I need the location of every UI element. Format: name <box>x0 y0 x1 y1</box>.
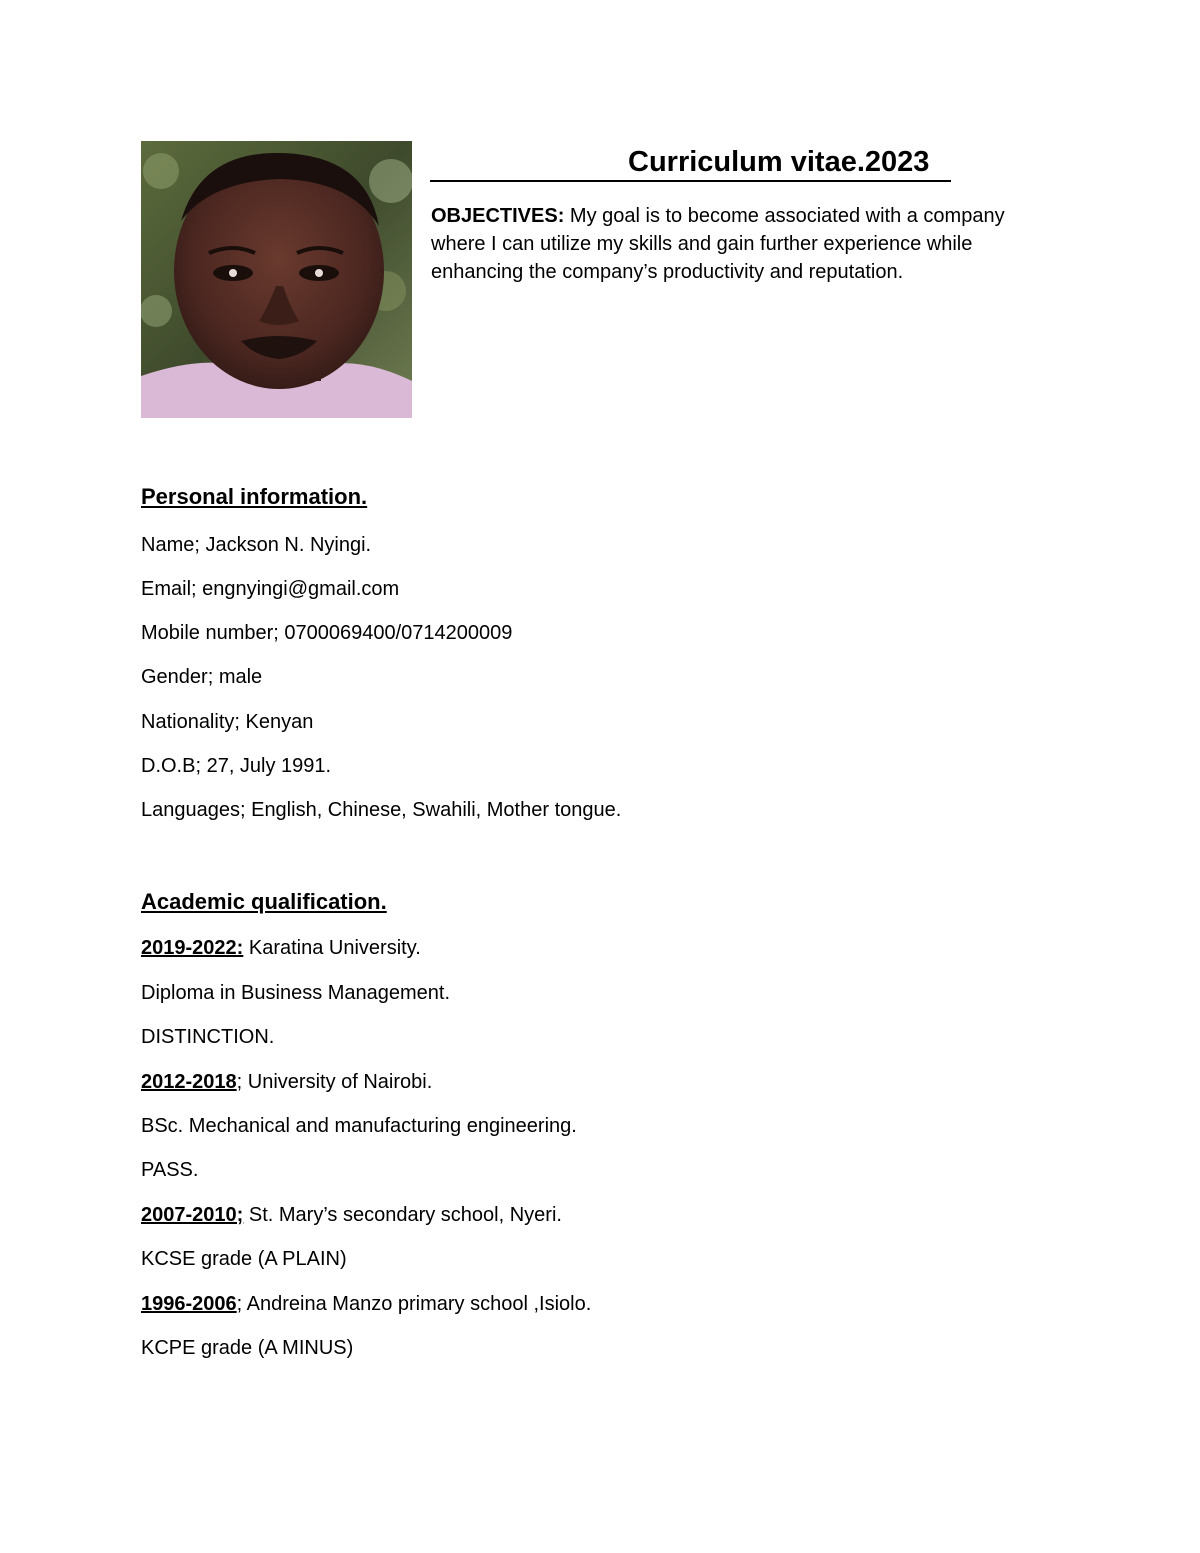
academic-entry-2 <box>141 1069 432 1095</box>
academic-institution: ; University of Nairobi. <box>236 1071 433 1093</box>
profile-photo <box>141 141 412 418</box>
academic-entry-4 <box>141 1291 591 1317</box>
academic-heading: Academic qualification. <box>141 889 387 914</box>
personal-gender: Gender; male <box>141 666 263 688</box>
academic-detail: PASS. <box>141 1159 199 1181</box>
personal-info-heading: Personal information. <box>141 484 368 509</box>
personal-dob: D.O.B; 27, July 1991. <box>141 755 332 777</box>
personal-mobile: Mobile number; 0700069400/0714200009 <box>141 622 513 644</box>
objectives-paragraph <box>431 202 1041 286</box>
page-title: Curriculum vitae.2023 <box>628 146 930 178</box>
personal-languages: Languages; English, Chinese, Swahili, Mother tongue. <box>141 799 622 821</box>
academic-years: 1996-2006 <box>141 1293 237 1315</box>
objectives-text: My goal is to become associated with a company where I can utilize my skills and gain further experience while enhancing the company’s productivity and reputation. <box>431 205 1005 283</box>
academic-detail: BSc. Mechanical and manufacturing engineering. <box>141 1115 577 1137</box>
academic-entry-1 <box>141 935 421 961</box>
academic-detail: KCPE grade (A MINUS) <box>141 1337 354 1359</box>
personal-email: Email; engnyingi@gmail.com <box>141 578 400 600</box>
academic-detail: KCSE grade (A PLAIN) <box>141 1248 347 1270</box>
objectives-label: OBJECTIVES: <box>431 205 565 227</box>
academic-years: 2012-2018 <box>141 1071 237 1093</box>
academic-years: 2007-2010; <box>141 1204 244 1226</box>
academic-institution: St. Mary’s secondary school, Nyeri. <box>243 1204 562 1226</box>
academic-entry-3 <box>141 1202 562 1228</box>
academic-detail: DISTINCTION. <box>141 1026 275 1048</box>
academic-institution: Karatina University. <box>243 937 421 959</box>
personal-name: Name; Jackson N. Nyingi. <box>141 534 372 556</box>
academic-detail: Diploma in Business Management. <box>141 982 451 1004</box>
academic-years: 2019-2022: <box>141 937 244 959</box>
academic-institution: ; Andreina Manzo primary school ,Isiolo. <box>236 1293 592 1315</box>
personal-nationality: Nationality; Kenyan <box>141 711 314 733</box>
